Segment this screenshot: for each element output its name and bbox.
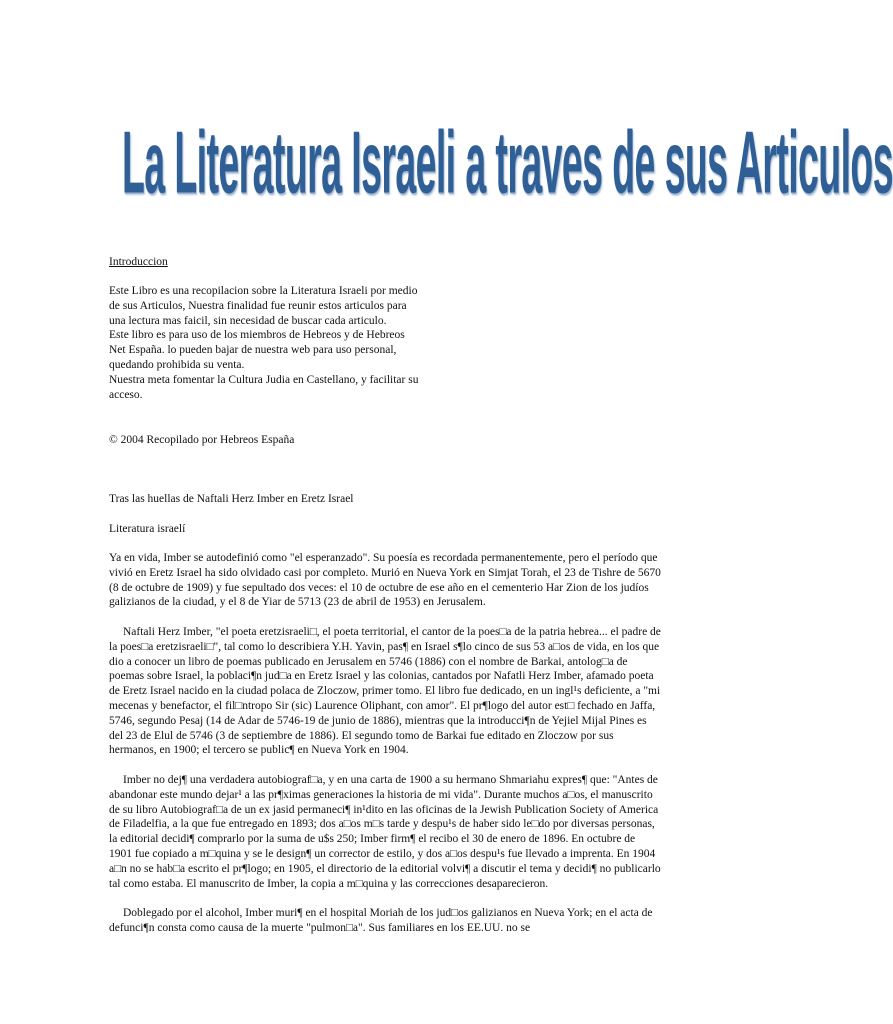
article-paragraph: Ya en vida, Imber se autodefinió como "el esperanzado". Su poesía es recordada permanentemente, pero el período que vivió en Eretz Israel ha sido olvidado casi por completo. Murió en Nueva York en Simjat Torah, el 23 de Tishre de 5670 (8 de octubre de 1909) y fue sepultado dos veces: el 10 de octubre de ese año en el cementerio Har Zion de los judíos galizianos de la ciudad, y el 8 de Yiar de 5713 (23 de abril de 1953) en Jerusalem. xyxy=(109,552,661,609)
intro-paragraph: Este libro es para uso de los miembros de Hebreos y de Hebreos Net España. lo pueden bajar de nuestra web para uso personal, quedando prohibida su venta. xyxy=(109,329,405,371)
intro-paragraph: Nuestra meta fomentar la Cultura Judia en Castellano, y facilitar su acceso. xyxy=(109,373,419,401)
article-paragraph: Doblegado por el alcohol, Imber muri¶ en el hospital Moriah de los jud□os galizianos en Nueva York; en el acta de defunci¶n consta como causa de la muerte "pulmon□a". Sus familiares en los EE.UU. no se xyxy=(109,907,653,934)
article-subtitle: Literatura israelí xyxy=(109,523,186,535)
intro-paragraph: Este Libro es una recopilacion sobre la Literatura Israeli por medio de sus Articulos, Nuestra finalidad fue reunir estos articulos para una lectura mas faicil, sin necesidad de buscar cada articulo. xyxy=(109,285,418,327)
copyright-line: © 2004 Recopilado por Hebreos España xyxy=(109,434,295,446)
intro-heading: Introduccion xyxy=(109,256,168,268)
title-banner xyxy=(0,112,893,222)
article-paragraph: Imber no dej¶ una verdadera autobiograf□a, y en una carta de 1900 a su hermano Shmariahu expres¶ que: "Antes de abandonar este mundo dejar¹ a las pr¶ximas generaciones la historia de mi vida". Durante muchos a□os, el manuscrito de su libro Autobiograf□a de un ex jasid permaneci¶ in¹dito en las oficinas de la Jewish Publication Society of America de Filadelfia, a la que fue entregado en 1893; dos a□os m□s tarde y despu¹s de haber sido le□do por diversas personas, la editorial decidi¶ comprarlo por la suma de u$s 250; Imber firm¶ el recibo el 30 de enero de 1896. En octubre de 1901 fue copiado a m□quina y se le design¶ un corrector de estilo, y dos a□os despu¹s fue llevado a imprenta. En 1904 a□n no se hab□a escrito el pr¶logo; en 1905, el directorio de la editorial volvi¶ a discutir el tema y decidi¶ no publicarlo tal como estaba. El manuscrito de Imber, la copia a m□quina y las correcciones desaparecieron. xyxy=(109,773,661,890)
article-paragraph: Naftali Herz Imber, "el poeta eretzisraeli□, el poeta territorial, el cantor de la poes□a de la patria hebrea... el padre de la poes□a eretzisraeli□", tal como lo describiera Y.H. Yavin, pas¶ en Israel s¶lo cinco de sus 53 a□os de vida, en los que dio a conocer un libro de poemas publicado en Jerusalem en 5746 (1886) con el nombre de Barkai, antolog□a de poemas sobre Israel, la poblaci¶n jud□a en Eretz Israel y las colonias, cantados por Nafatli Herz Imber, afamado poeta de Eretz Israel nacido en la ciudad polaca de Zloczow, primer tomo. El libro fue dedicado, en un ingl¹s deficiente, a "mi mecenas y benefactor, el fil□ntropo Sir (sic) Laurence Oliphant, con amor". El pr¶logo del autor est□ fechado en Jaffa, 5746, segundo Pesaj (14 de Adar de 5746-19 de junio de 1886), mientras que la introducci¶n de Yejiel Mijal Pines es del 23 de Elul de 5746 (3 de septiembre de 1886). El segundo tomo de Barkai fue editado en Zloczow por sus hermanos, en 1900; el tercero se public¶ en Nueva York en 1904. xyxy=(109,625,661,757)
article-title: Tras las huellas de Naftali Herz Imber en Eretz Israel xyxy=(109,493,354,505)
article-body xyxy=(109,551,661,951)
document-title: La Literatura Israeli a traves de sus Articulos xyxy=(122,113,893,213)
intro-body xyxy=(109,284,419,402)
